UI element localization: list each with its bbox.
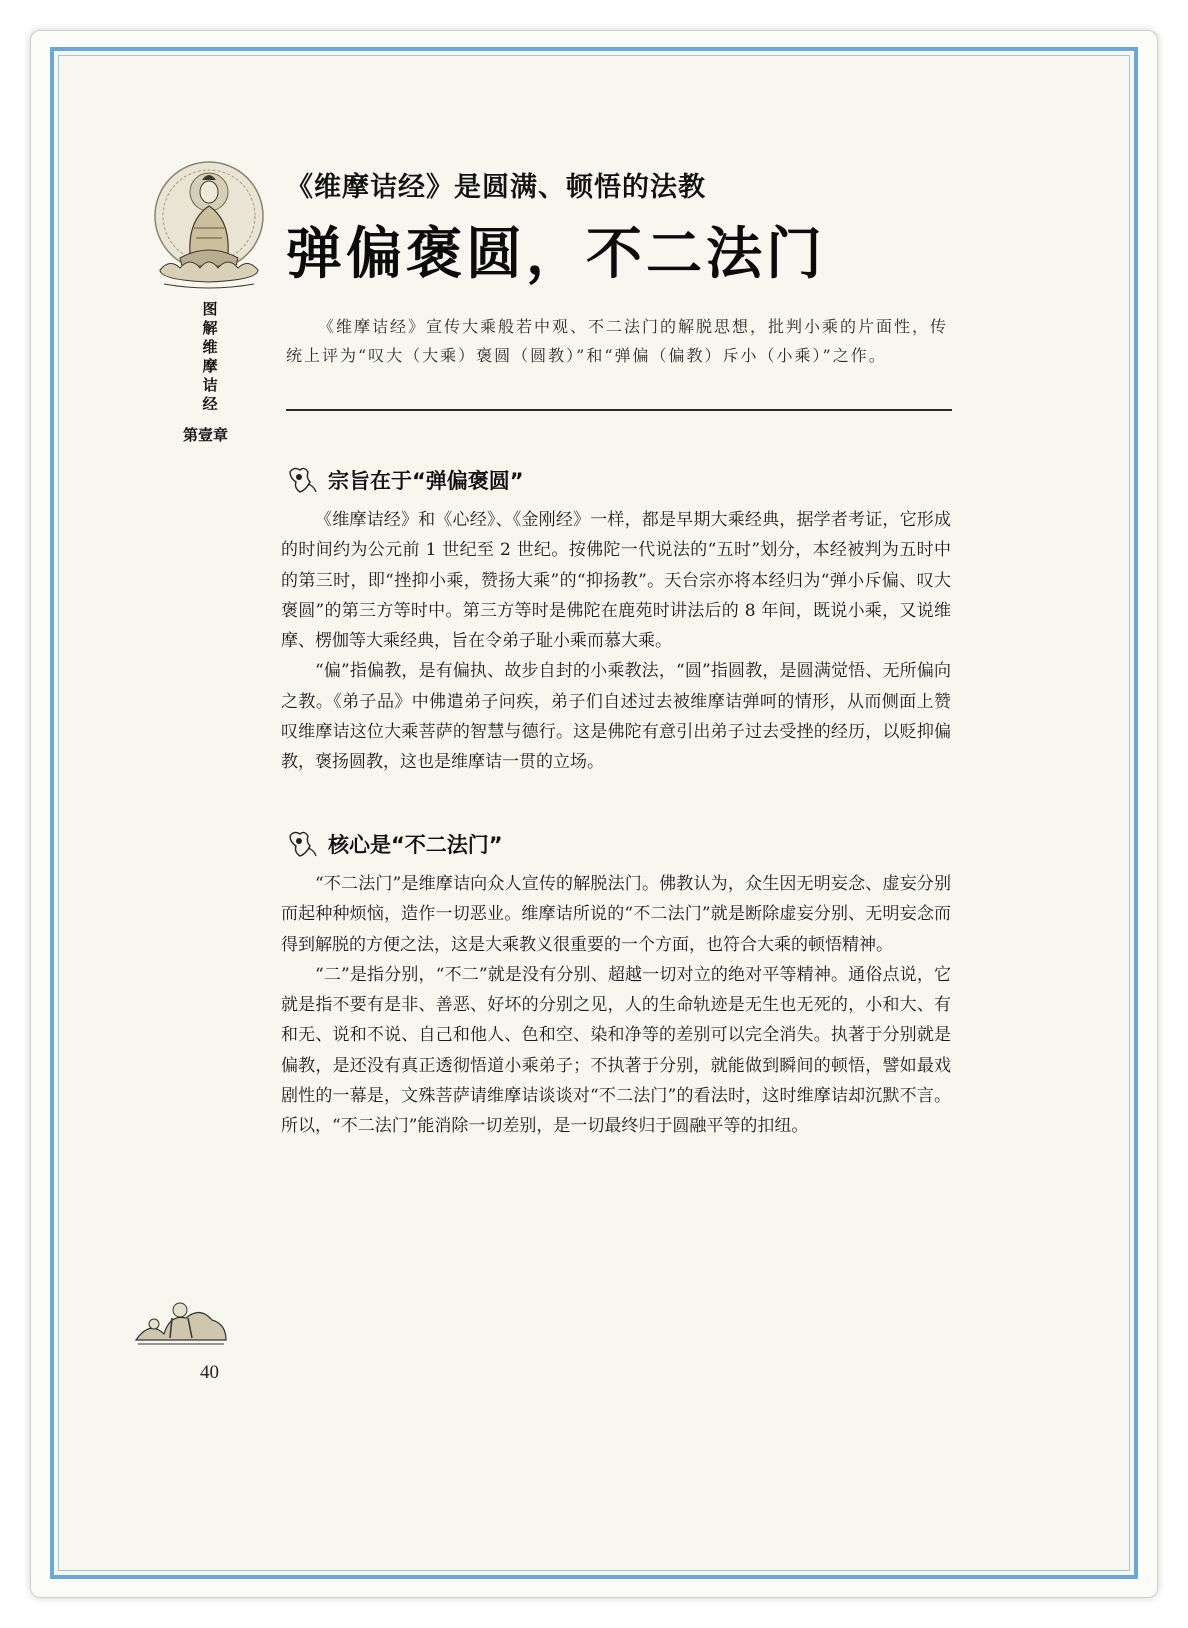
book-title-vertical: 图 解 维 摩 诘 经 (202, 300, 218, 413)
page-subtitle: 《维摩诘经》是圆满、顿悟的法教 (286, 172, 706, 203)
buddha-illustration (150, 158, 268, 292)
chapter-label: 第壹章 (183, 426, 229, 444)
section-heading-2 (286, 828, 503, 860)
section-body-1 (281, 505, 951, 778)
figure-illustration (130, 1290, 232, 1352)
paragraph: “不二法门”是维摩诘向众人宣传的解脱法门。佛教认为，众生因无明妄念、虚妄分别而起种种烦恼，造作一切恶业。维摩诘所说的“不二法门”就是断除虚妄分别、无明妄念而得到解脱的方便之法，这是大乘教义很重要的一个方面，也符合大乘的顿悟精神。 (281, 874, 951, 955)
ornament-icon (286, 828, 320, 860)
ornament-icon (286, 464, 320, 496)
section-heading-label: 宗旨在于“弹偏褒圆” (328, 469, 524, 493)
section-body-2 (281, 869, 951, 1142)
page-title: 弹偏褒圆，不二法门 (286, 221, 826, 287)
section-heading-1 (286, 464, 524, 496)
paragraph: “二”是指分别，“不二”就是没有分别、超越一切对立的绝对平等精神。通俗点说，它就是指不要有是非、善恶、好坏的分别之见，人的生命轨迹是无生也无死的，小和大、有和无、说和不说、自己和他人、色和空、染和净等的差别可以完全消失。执著于分别就是偏教，是还没有真正透彻悟道小乘弟子；不执著于分别，就能做到瞬间的顿悟，譬如最戏剧性的一幕是，文殊菩萨请维摩诘谈谈对“不二法门”的看法时，这时维摩诘却沉默不言。所以，“不二法门”能消除一切差别，是一切最终归于圆融平等的扣纽。 (281, 964, 951, 1137)
section-heading-label: 核心是“不二法门” (328, 833, 503, 857)
divider (286, 409, 952, 411)
paragraph: 《维摩诘经》和《心经》、《金刚经》一样，都是早期大乘经典，据学者考证，它形成的时间约为公元前 1 世纪至 2 世纪。按佛陀一代说法的“五时”划分，本经被判为五时中的第三时，即“挫抑小乘，赞扬大乘”的“抑扬教”。天台宗亦将本经归为“弹小斥偏、叹大褒圆”的第三方等时中。第三方等时是佛陀在鹿苑时讲法后的 8 年间，既说小乘，又说维摩、楞伽等大乘经典，旨在令弟子耻小乘而慕大乘。 (281, 510, 951, 652)
intro-paragraph: 《维摩诘经》宣传大乘般若中观、不二法门的解脱思想，批判小乘的片面性，传统上评为“叹大（大乘）褒圆（圆教）”和“弹偏（偏教）斥小（小乘）”之作。 (286, 317, 949, 365)
paragraph: “偏”指偏教，是有偏执、故步自封的小乘教法，“圆”指圆教，是圆满觉悟、无所偏向之教。《弟子品》中佛遣弟子问疾，弟子们自述过去被维摩诘弹呵的情形，从而侧面上赞叹维摩诘这位大乘菩萨的智慧与德行。这是佛陀有意引出弟子过去受挫的经历，以贬抑偏教，褒扬圆教，这也是维摩诘一贯的立场。 (281, 661, 951, 773)
page-number: 40 (200, 1362, 219, 1383)
